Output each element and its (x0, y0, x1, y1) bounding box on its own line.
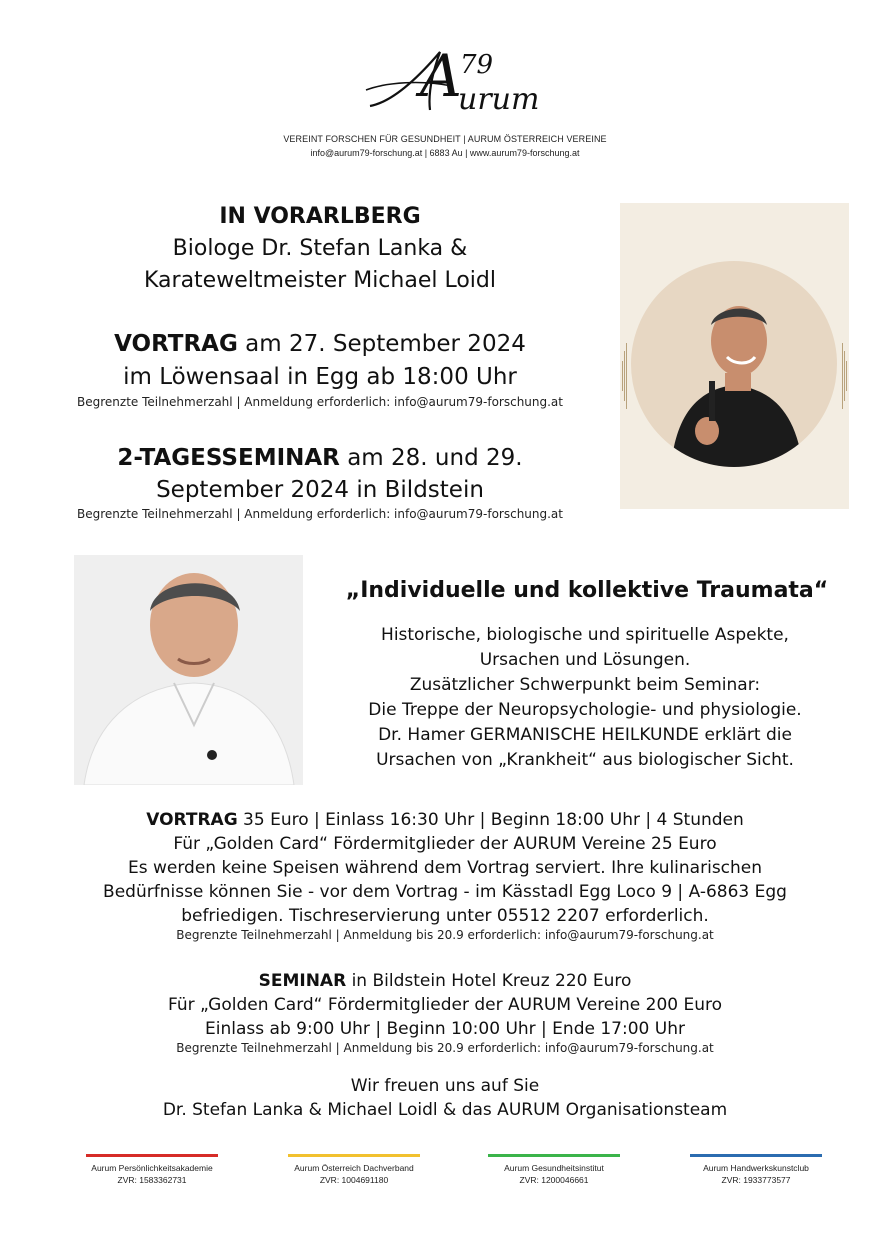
seminar-label: 2-TAGESSEMINAR (117, 445, 340, 471)
vortrag-price-text: 35 Euro | Einlass 16:30 Uhr | Beginn 18:00 Uhr | 4 Stunden (237, 810, 744, 830)
topic-line: Ursachen von „Krankheit“ aus biologischer Sicht. (376, 750, 794, 770)
footer-bar-red (86, 1154, 218, 1157)
footer-org-name: Aurum Persönlichkeitsakademie (91, 1163, 213, 1173)
topic-line: Zusätzlicher Schwerpunkt beim Seminar: (409, 675, 761, 695)
footer-bar-blue (690, 1154, 822, 1157)
closing-line-1: Wir freuen uns auf Sie (350, 1076, 540, 1096)
photo-michael-loidl (620, 203, 849, 509)
footer-org-zvr: ZVR: 1200046661 (519, 1175, 589, 1185)
footer-org-name: Aurum Gesundheitsinstitut (504, 1163, 604, 1173)
seminar-times: Einlass ab 9:00 Uhr | Beginn 10:00 Uhr | Ende 17:00 Uhr (205, 1019, 685, 1039)
seminar-details-label: SEMINAR (258, 971, 347, 991)
vortrag-price-line (20, 808, 870, 832)
vortrag-details-note: Begrenzte Teilnehmerzahl | Anmeldung bis 20.9 erforderlich: info@aurum79-forschung.at (176, 928, 714, 942)
footer-org-zvr: ZVR: 1583362731 (117, 1175, 187, 1185)
vortrag-label: VORTRAG (114, 331, 238, 357)
vortrag-food-note-2: Bedürfnisse können Sie - vor dem Vortrag - im Kässtadl Egg Loco 9 | A-6863 Egg (103, 882, 787, 902)
seminar-golden-card: Für „Golden Card“ Fördermitglieder der AURUM Vereine 200 Euro (167, 995, 723, 1015)
topic-line: Historische, biologische und spirituelle Aspekte, (381, 625, 789, 645)
footer-org (82, 1162, 222, 1186)
photo-stefan-lanka (74, 555, 303, 785)
portrait-circle (631, 261, 837, 467)
vortrag-date-text: am 27. September 2024 (237, 331, 526, 357)
closing (20, 1074, 870, 1122)
footer-org (484, 1162, 624, 1186)
topic-description (310, 623, 860, 773)
footer-bar-green (488, 1154, 620, 1157)
vortrag-date (60, 331, 580, 357)
topic-line: Ursachen und Lösungen. (479, 650, 691, 670)
vortrag-details (20, 808, 870, 943)
speaker-line-2: Karateweltmeister Michael Loidl (144, 268, 496, 293)
vortrag-details-label: VORTRAG (146, 810, 238, 830)
portrait-illustration (631, 261, 837, 467)
vortrag-food-note-1: Es werden keine Speisen während dem Vortrag serviert. Ihre kulinarischen (127, 858, 763, 878)
aurum79-logo (362, 44, 562, 124)
footer-org (284, 1162, 424, 1186)
seminar-price-line (20, 969, 870, 993)
logo-word: urum (458, 82, 540, 117)
footer-org (686, 1162, 826, 1186)
footer-bar-yellow (288, 1154, 420, 1157)
footer-org-name: Aurum Österreich Dachverband (294, 1163, 414, 1173)
footer-org-zvr: ZVR: 1933773577 (721, 1175, 791, 1185)
vortrag-venue: im Löwensaal in Egg ab 18:00 Uhr (123, 364, 517, 390)
vortrag-registration-note: Begrenzte Teilnehmerzahl | Anmeldung erforderlich: info@aurum79-forschung.at (77, 395, 563, 409)
region-heading: IN VORARLBERG (219, 204, 421, 229)
seminar-registration-note: Begrenzte Teilnehmerzahl | Anmeldung erforderlich: info@aurum79-forschung.at (77, 507, 563, 521)
logo-number: 79 (460, 50, 494, 80)
logo (0, 44, 890, 124)
speaker-line-1: Biologe Dr. Stefan Lanka & (172, 236, 468, 261)
seminar-location: September 2024 in Bildstein (156, 477, 484, 503)
footer-org-zvr: ZVR: 1004691180 (319, 1175, 389, 1185)
closing-line-2: Dr. Stefan Lanka & Michael Loidl & das AURUM Organisationsteam (162, 1100, 728, 1120)
contact-line: info@aurum79-forschung.at | 6883 Au | www.aurum79-forschung.at (310, 148, 580, 158)
tagline: VEREINT FORSCHEN FÜR GESUNDHEIT | AURUM ÖSTERREICH VEREINE (283, 134, 607, 144)
topic-line: Dr. Hamer GERMANISCHE HEILKUNDE erklärt die (378, 725, 792, 745)
seminar-details (20, 969, 870, 1056)
seminar-price-text: in Bildstein Hotel Kreuz 220 Euro (346, 971, 632, 991)
seminar-details-note: Begrenzte Teilnehmerzahl | Anmeldung bis 20.9 erforderlich: info@aurum79-forschung.at (176, 1041, 714, 1055)
seminar-date (60, 445, 580, 471)
topic-line: Die Treppe der Neuropsychologie- und physiologie. (368, 700, 802, 720)
footer-org-name: Aurum Handwerkskunstclub (703, 1163, 809, 1173)
wave-decoration-left (622, 343, 628, 409)
topic-title: „Individuelle und kollektive Traumata“ (345, 578, 829, 603)
vortrag-golden-card: Für „Golden Card“ Fördermitglieder der AURUM Vereine 25 Euro (173, 834, 717, 854)
vortrag-food-note-3: befriedigen. Tischreservierung unter 05512 2207 erforderlich. (181, 906, 709, 926)
seminar-date-text: am 28. und 29. (339, 445, 523, 471)
logo-letter: A (420, 42, 462, 110)
wave-decoration-right (841, 343, 847, 409)
portrait-illustration-2 (74, 555, 303, 785)
